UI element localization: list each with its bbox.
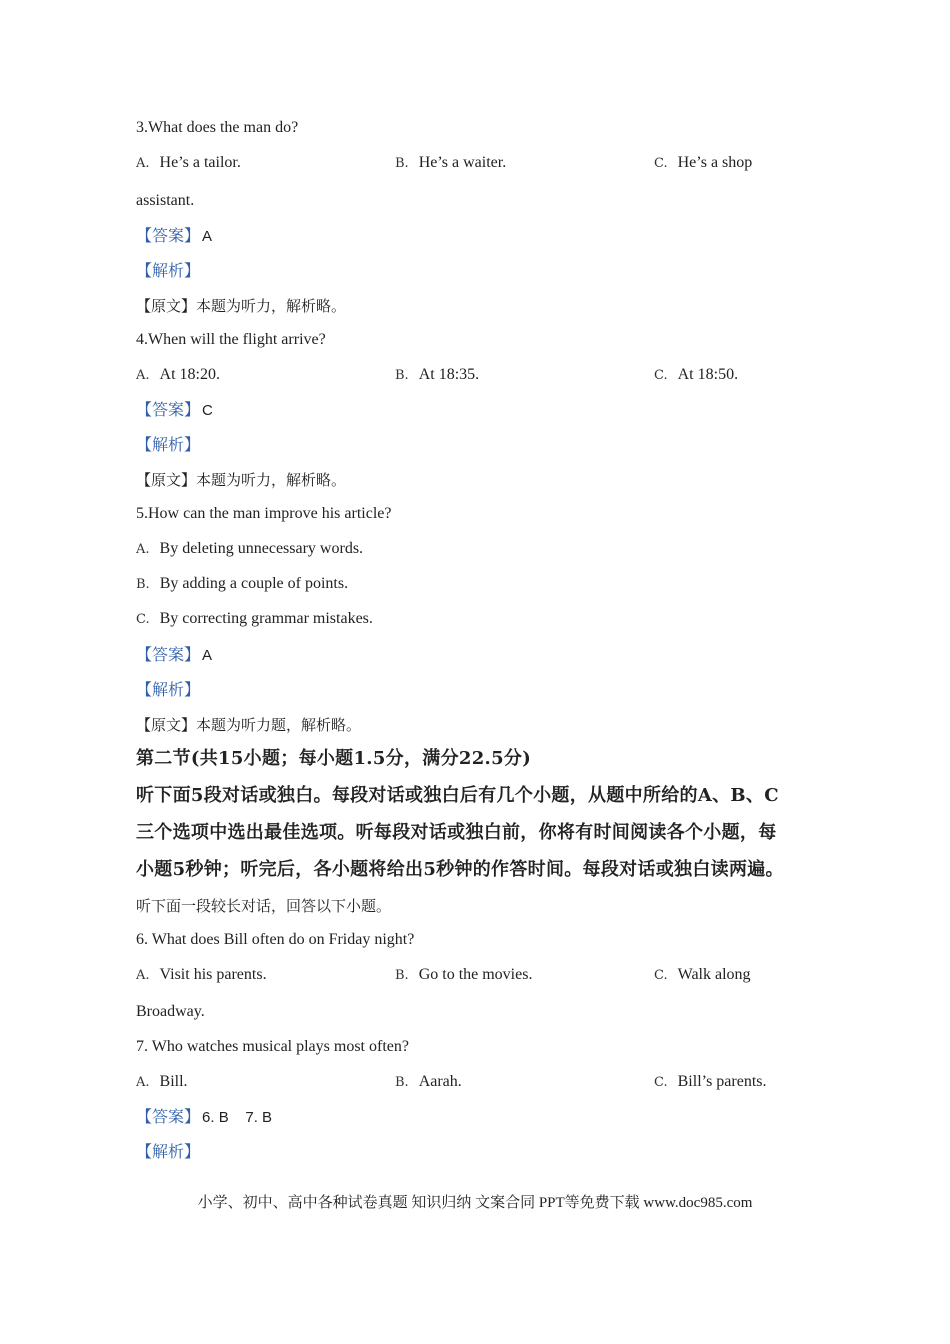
page-footer: 小学、初中、高中各种试卷真题 知识归纳 文案合同 PPT等免费下载 www.doc985.com bbox=[197, 1195, 753, 1211]
q7-option-c bbox=[654, 1072, 767, 1093]
q4-original: 【原文】本题为听力，解析略。 bbox=[136, 471, 347, 489]
section-heading: 第二节(共15小题；每小题1.5分，满分22.5分) bbox=[136, 748, 532, 769]
option-text: Visit his parents. bbox=[159, 966, 267, 983]
option-text: Go to the movies. bbox=[418, 966, 533, 983]
option-text: He’s a tailor. bbox=[159, 154, 241, 171]
answer-tag: 【答案】 bbox=[136, 226, 201, 245]
answer-value: A bbox=[202, 228, 213, 245]
option-letter: A. bbox=[136, 368, 150, 383]
q5-option-a bbox=[136, 539, 363, 560]
q5-original: 【原文】本题为听力题，解析略。 bbox=[136, 716, 362, 734]
option-letter: A. bbox=[136, 542, 150, 557]
option-text: At 18:50. bbox=[677, 366, 739, 383]
option-text: He’s a shop bbox=[677, 154, 753, 171]
answer-tag: 【答案】 bbox=[136, 400, 201, 419]
q7-option-a bbox=[136, 1072, 188, 1093]
q4-option-a bbox=[136, 365, 220, 386]
option-letter: B. bbox=[395, 1075, 409, 1090]
option-text: Aarah. bbox=[418, 1073, 462, 1090]
option-letter: A. bbox=[136, 968, 150, 983]
option-letter: C. bbox=[136, 612, 150, 627]
q3-answer bbox=[136, 226, 212, 247]
option-text: At 18:35. bbox=[418, 366, 480, 383]
analysis-tag: 【解析】 bbox=[136, 680, 201, 699]
section-instruction-2: 三个选项中选出最佳选项。听每段对话或独白前，你将有时间阅读各个小题，每 bbox=[136, 822, 777, 843]
answer-value: A bbox=[202, 647, 213, 664]
q3-original: 【原文】本题为听力，解析略。 bbox=[136, 297, 347, 315]
q3-analysis bbox=[136, 261, 200, 282]
q3-option-a bbox=[136, 153, 241, 174]
q6-option-c-continued: Broadway. bbox=[136, 1003, 205, 1020]
q5-analysis bbox=[136, 680, 200, 701]
q3-option-c bbox=[654, 153, 752, 174]
q4-analysis bbox=[136, 435, 200, 456]
option-letter: B. bbox=[136, 577, 150, 592]
option-letter: B. bbox=[395, 156, 409, 171]
option-text: By deleting unnecessary words. bbox=[159, 540, 364, 557]
analysis-tag: 【解析】 bbox=[136, 261, 201, 280]
q3-option-b bbox=[395, 153, 506, 174]
option-letter: C. bbox=[654, 156, 668, 171]
option-letter: C. bbox=[654, 368, 668, 383]
answer-tag: 【答案】 bbox=[136, 645, 201, 664]
q6-option-c bbox=[654, 965, 751, 986]
q4-option-c bbox=[654, 365, 738, 386]
option-letter: B. bbox=[395, 368, 409, 383]
analysis-tag: 【解析】 bbox=[136, 435, 201, 454]
answer-value: 6. B 7. B bbox=[202, 1109, 273, 1126]
answer-tag: 【答案】 bbox=[136, 1107, 201, 1126]
section-instruction-1: 听下面5段对话或独白。每段对话或独白后有几个小题，从题中所给的A、B、C bbox=[136, 785, 779, 806]
answer-value: C bbox=[202, 402, 213, 419]
q5-option-b bbox=[136, 574, 348, 595]
option-text: By adding a couple of points. bbox=[159, 575, 349, 592]
section-instruction-3: 小题5秒钟；听完后，各小题将给出5秒钟的作答时间。每段对话或独白读两遍。 bbox=[136, 859, 784, 880]
option-letter: C. bbox=[654, 968, 668, 983]
q5-answer bbox=[136, 645, 212, 666]
dialogue-intro: 听下面一段较长对话，回答以下小题。 bbox=[136, 897, 392, 915]
question-4: 4.When will the flight arrive? bbox=[136, 331, 326, 348]
q6-option-a bbox=[136, 965, 267, 986]
option-text: At 18:20. bbox=[159, 366, 220, 383]
option-letter: A. bbox=[136, 156, 150, 171]
option-letter: A. bbox=[136, 1075, 150, 1090]
option-text: Walk along bbox=[677, 966, 751, 983]
option-letter: B. bbox=[395, 968, 409, 983]
q4-answer bbox=[136, 400, 213, 421]
option-text: Bill’s parents. bbox=[677, 1073, 767, 1090]
q6-7-answer bbox=[136, 1107, 272, 1128]
analysis-tag: 【解析】 bbox=[136, 1142, 201, 1161]
q5-option-c bbox=[136, 609, 373, 630]
q6-option-b bbox=[395, 965, 532, 986]
option-text: He’s a waiter. bbox=[418, 154, 507, 171]
question-3: 3.What does the man do? bbox=[136, 119, 299, 136]
q7-option-b bbox=[395, 1072, 462, 1093]
option-text: By correcting grammar mistakes. bbox=[159, 610, 373, 627]
question-5: 5.How can the man improve his article? bbox=[136, 505, 392, 522]
option-text: Bill. bbox=[159, 1073, 188, 1090]
option-letter: C. bbox=[654, 1075, 668, 1090]
question-7: 7. Who watches musical plays most often? bbox=[136, 1038, 409, 1055]
q3-option-c-continued: assistant. bbox=[136, 192, 195, 209]
question-6: 6. What does Bill often do on Friday night? bbox=[136, 931, 415, 948]
q6-7-analysis bbox=[136, 1142, 200, 1163]
q4-option-b bbox=[395, 365, 479, 386]
